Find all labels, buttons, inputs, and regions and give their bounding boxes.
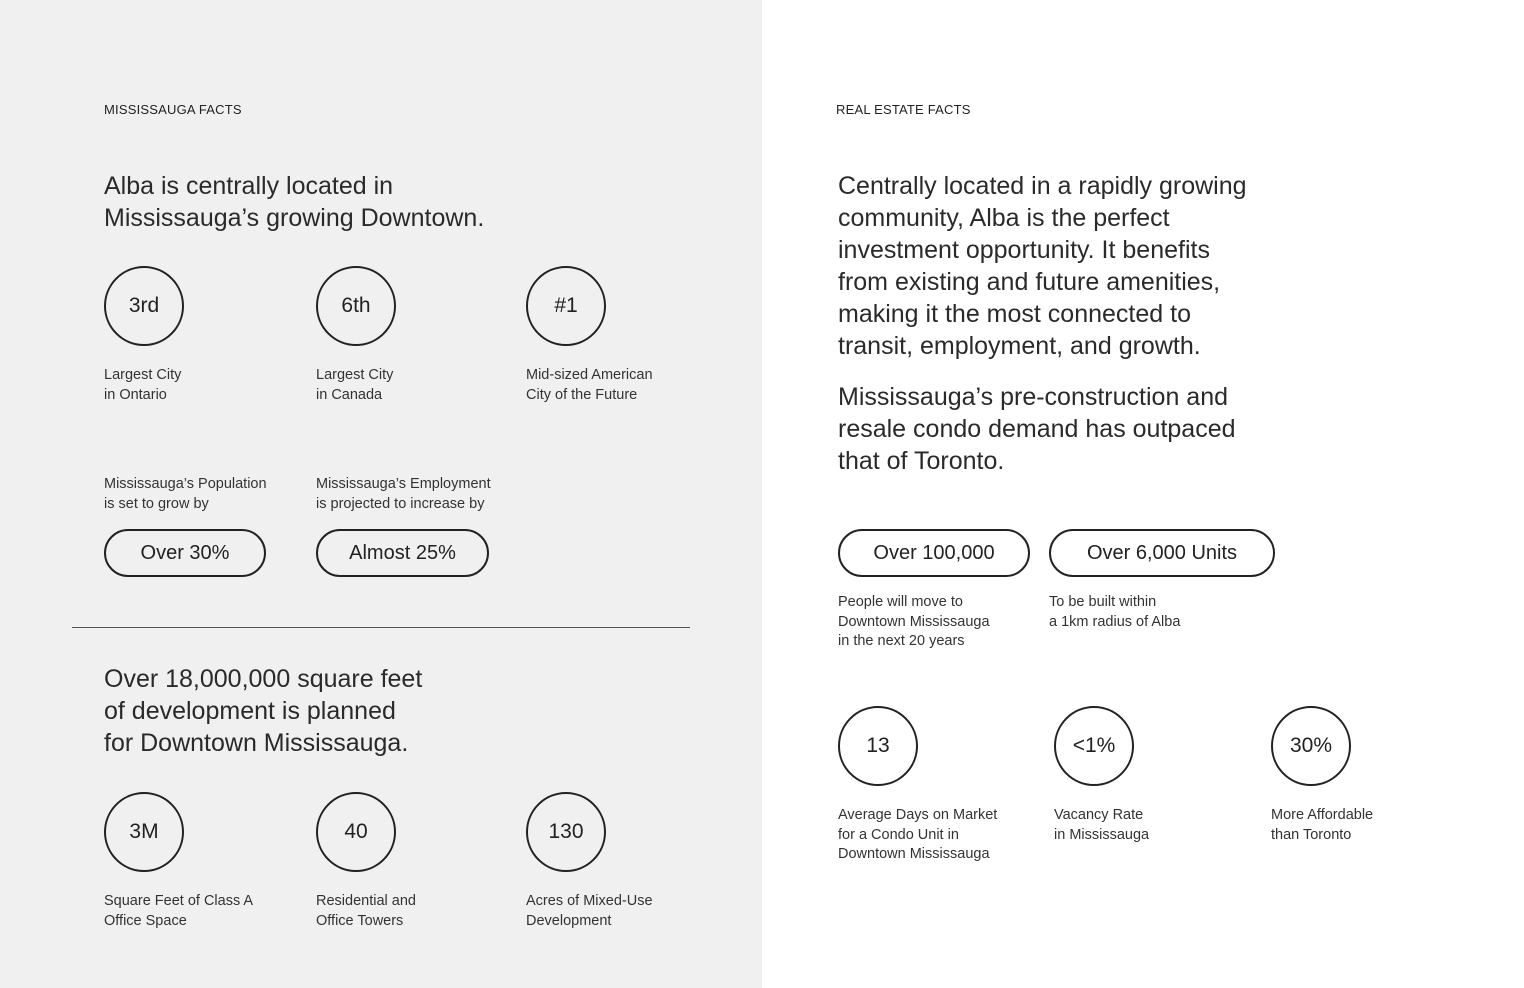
population-growth-label: Mississauga’s Population is set to grow by bbox=[104, 476, 267, 512]
development-circle: 3M bbox=[104, 792, 184, 872]
rank-circle: #1 bbox=[526, 266, 606, 346]
rank-caption: Largest City in Canada bbox=[316, 367, 394, 403]
development-circle: 40 bbox=[316, 792, 396, 872]
new-units-caption: To be built within a 1km radius of Alba bbox=[1049, 594, 1181, 630]
employment-growth-pill: Almost 25% bbox=[316, 529, 489, 577]
development-statement: Over 18,000,000 square feet of development is planned for Downtown Mississauga. bbox=[104, 665, 423, 757]
market-caption: Average Days on Market for a Condo Unit in Downtown Mississauga bbox=[838, 807, 998, 862]
investment-paragraph: Centrally located in a rapidly growing community, Alba is the perfect investment opportunity. It benefits from existing and future amenities, making it the most connected to transit, employment, and growth. bbox=[838, 172, 1247, 360]
market-caption: More Affordable than Toronto bbox=[1271, 807, 1374, 843]
market-circle: 30% bbox=[1271, 706, 1351, 786]
section-divider bbox=[72, 627, 690, 628]
real-estate-facts-heading: REAL ESTATE FACTS bbox=[836, 102, 971, 117]
development-circle: 130 bbox=[526, 792, 606, 872]
population-growth-pill: Over 30% bbox=[104, 529, 266, 577]
condo-demand-paragraph: Mississauga’s pre-construction and resale condo demand has outpaced that of Toronto. bbox=[838, 383, 1236, 475]
development-caption: Residential and Office Towers bbox=[316, 893, 416, 929]
market-circle: <1% bbox=[1054, 706, 1134, 786]
rank-circle: 3rd bbox=[104, 266, 184, 346]
market-circle: 13 bbox=[838, 706, 918, 786]
development-caption: Square Feet of Class A Office Space bbox=[104, 893, 254, 929]
market-caption: Vacancy Rate in Mississauga bbox=[1054, 807, 1150, 843]
development-caption: Acres of Mixed-Use Development bbox=[526, 893, 653, 929]
downtown-location-statement: Alba is centrally located in Mississauga’s growing Downtown. bbox=[104, 172, 485, 232]
population-influx-caption: People will move to Downtown Mississauga in the next 20 years bbox=[838, 594, 990, 649]
rank-caption: Largest City in Ontario bbox=[104, 367, 182, 403]
rank-caption: Mid-sized American City of the Future bbox=[526, 367, 653, 403]
mississauga-facts-heading: MISSISSAUGA FACTS bbox=[104, 102, 242, 117]
population-influx-pill: Over 100,000 bbox=[838, 529, 1030, 577]
rank-circle: 6th bbox=[316, 266, 396, 346]
new-units-pill: Over 6,000 Units bbox=[1049, 529, 1275, 577]
employment-growth-label: Mississauga’s Employment is projected to increase by bbox=[316, 476, 491, 512]
